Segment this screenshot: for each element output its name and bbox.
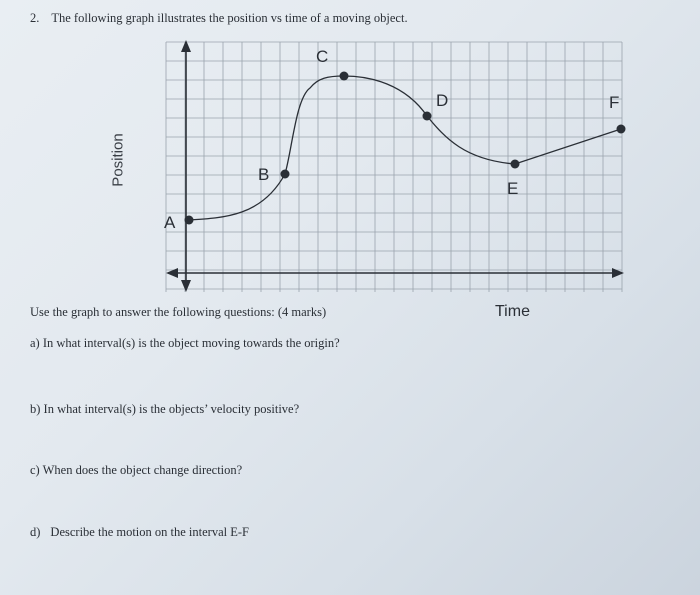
question-c-letter: c) xyxy=(30,463,40,477)
question-b xyxy=(30,402,299,417)
point-a-marker xyxy=(185,216,194,225)
position-curve xyxy=(188,76,621,220)
instructions: Use the graph to answer the following questions: (4 marks) xyxy=(30,305,327,319)
point-e-label: E xyxy=(507,179,519,198)
question-d-text: Describe the motion on the interval E-F xyxy=(50,525,249,539)
question-text: The following graph illustrates the position vs time of a moving object. xyxy=(51,11,408,25)
point-f-label: F xyxy=(609,93,620,112)
point-d-label: D xyxy=(436,91,449,110)
question-c-text: When does the object change direction? xyxy=(42,463,243,477)
question-b-text: In what interval(s) is the objects’ velocity positive? xyxy=(43,402,300,416)
question-a-letter: a) xyxy=(30,336,40,350)
y-axis-arrow-down xyxy=(181,280,191,292)
point-c-marker xyxy=(340,72,349,81)
y-axis-label: Position xyxy=(109,133,127,187)
question-d xyxy=(30,525,249,540)
point-e-marker xyxy=(511,160,520,169)
question-d-letter: d) xyxy=(30,525,41,539)
x-axis-label: Time xyxy=(495,303,530,320)
question-number: 2. xyxy=(30,11,40,25)
point-d-marker xyxy=(423,112,432,121)
question-c xyxy=(30,463,242,478)
graph-grid xyxy=(166,42,622,292)
question-a-text: In what interval(s) is the object moving towards the origin? xyxy=(42,336,340,350)
x-axis-arrow-left xyxy=(166,268,178,278)
question-a xyxy=(30,336,340,351)
point-a-label: A xyxy=(164,213,176,232)
point-c-label: C xyxy=(316,47,329,66)
question-b-letter: b) xyxy=(30,402,41,416)
point-b-marker xyxy=(281,170,290,179)
point-b-label: B xyxy=(258,165,270,184)
point-f-marker xyxy=(617,125,626,134)
